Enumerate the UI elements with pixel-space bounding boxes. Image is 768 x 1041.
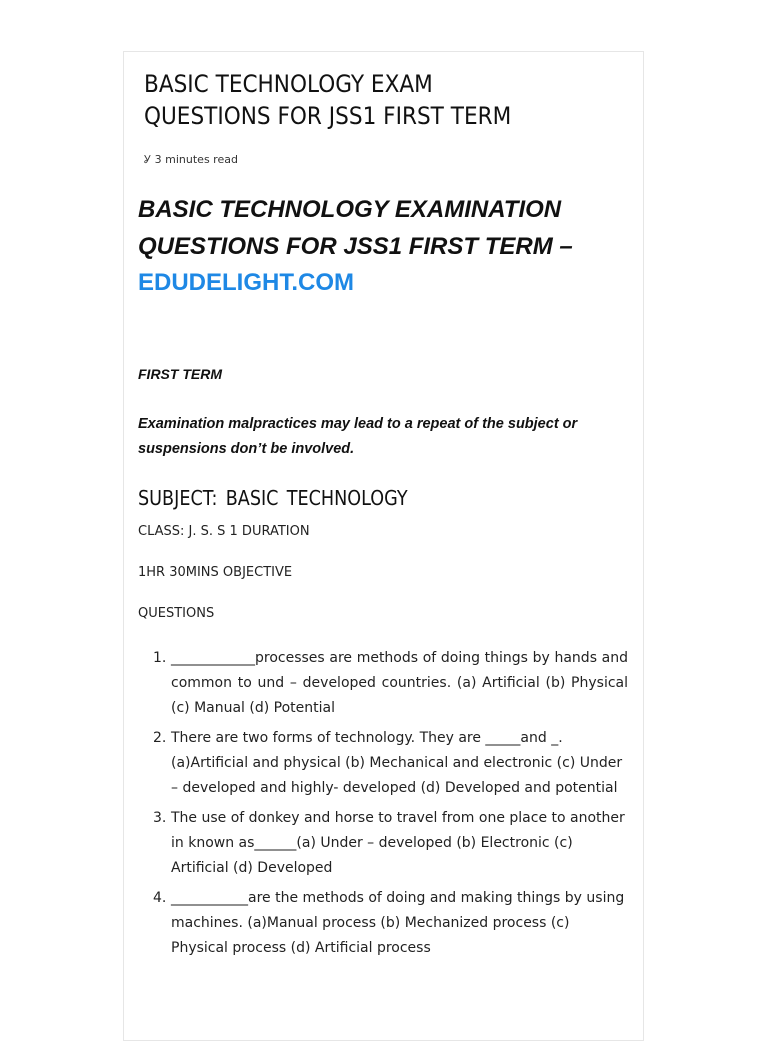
question-number: 3. [153, 810, 167, 826]
question-text: The use of donkey and horse to travel from one place to another in known as______(a) Under – developed (b) Electronic (c) Artificial (d) Developed [171, 810, 625, 876]
clock-icon: Ỿ [144, 153, 151, 166]
read-time-meta [144, 152, 238, 167]
read-time: 3 minutes read [154, 153, 238, 166]
page-title: BASIC TECHNOLOGY EXAM QUESTIONS FOR JSS1 FIRST TERM [144, 70, 512, 130]
list-item [138, 806, 628, 881]
list-item [138, 726, 628, 801]
class-line: CLASS: J. S. S 1 DURATION [138, 524, 310, 539]
question-number: 2. [153, 730, 167, 746]
question-text: ___________are the methods of doing and making things by using machines. (a)Manual process (b) Mechanized process (c) Physical process (d) Artificial process [171, 890, 625, 956]
headline-text: BASIC TECHNOLOGY EXAMINATION QUESTIONS FOR JSS1 FIRST TERM – [138, 196, 573, 260]
term-label: FIRST TERM [138, 366, 222, 382]
duration-line: 1HR 30MINS OBJECTIVE [138, 565, 293, 580]
question-text: ____________processes are methods of doing things by hands and common to und – developed countries. (a) Artificial (b) Physical (c) Manual (d) Potential [171, 650, 628, 716]
question-number: 1. [153, 650, 167, 666]
article-headline [138, 192, 628, 302]
questions-list [138, 646, 628, 966]
questions-label: QUESTIONS [138, 606, 215, 621]
list-item [138, 646, 628, 721]
list-item [138, 886, 628, 961]
malpractice-warning: Examination malpractices may lead to a repeat of the subject or suspensions don’t be involved. [138, 416, 578, 457]
question-number: 4. [153, 890, 167, 906]
question-text: There are two forms of technology. They are _____and _. (a)Artificial and physical (b) Mechanical and electronic (c) Under – developed and highly- developed (d) Developed and potential [171, 730, 623, 796]
article-card [123, 51, 644, 1041]
edudelight-link[interactable]: EDUDELIGHT.COM [138, 269, 354, 296]
subject-heading: SUBJECT: BASIC TECHNOLOGY [138, 486, 408, 510]
